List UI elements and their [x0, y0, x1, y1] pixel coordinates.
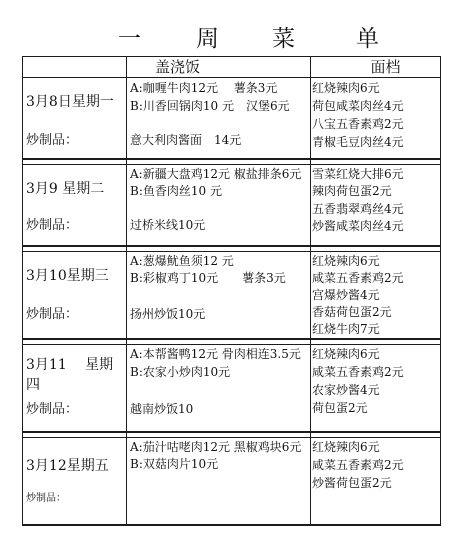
rice-cell — [127, 165, 311, 247]
rice-cell — [127, 78, 311, 160]
rice-item: B:双菇肉片10元 — [130, 457, 219, 471]
title-char: 周 — [196, 26, 219, 52]
noodle-item: 咸菜五香素鸡2元 — [312, 458, 404, 472]
rice-item: B:川香回锅肉10 元 汉堡6元 — [130, 99, 290, 113]
noodle-item: 宫爆炒酱4元 — [312, 288, 380, 302]
day-row-wednesday — [23, 252, 441, 340]
day-date: 3月9 星期二 — [26, 181, 105, 197]
noodle-item: 香菇荷包蛋2元 — [312, 305, 392, 319]
page-title — [0, 24, 473, 54]
rice-item: B:彩椒鸡丁10元 薯条3元 — [130, 271, 286, 285]
noodle-cell — [311, 438, 441, 526]
noodle-item: 农家炒酱4元 — [312, 383, 380, 397]
day-row-thursday — [23, 345, 441, 433]
day-date: 3月8日星期一 — [26, 94, 114, 110]
stir-fry-item: 过桥米线10元 — [130, 218, 206, 232]
noodle-cell — [311, 345, 441, 433]
stir-fry-item: 越南炒饭10 — [130, 402, 194, 416]
day-cell — [23, 78, 127, 160]
rice-item: A:本帮酱鸭12元 骨肉相连3.5元 — [130, 347, 301, 361]
stir-fry-label: 炒制品： — [26, 307, 79, 322]
noodle-cell — [311, 165, 441, 247]
stir-fry-label: 炒制品： — [26, 402, 79, 417]
rice-cell — [127, 345, 311, 433]
noodle-item: 咸菜五香素鸡2元 — [312, 365, 404, 379]
noodle-item: 雪菜红烧大排6元 — [312, 167, 404, 181]
day-date: 3月11 星期四 — [26, 357, 114, 393]
day-cell — [23, 438, 127, 526]
noodle-item: 咸菜五香素鸡2元 — [312, 271, 404, 285]
menu-table — [22, 56, 441, 526]
noodle-cell — [311, 78, 441, 160]
title-char: 一 — [118, 26, 141, 52]
stir-fry-label: 炒制品： — [26, 218, 79, 233]
rice-item: B:农家小炒肉10元 — [130, 365, 231, 379]
stir-fry-item: 意大利肉酱面 14元 — [130, 133, 242, 147]
day-cell — [23, 345, 127, 433]
noodle-item: 炒酱荷包蛋2元 — [312, 476, 392, 490]
rice-item: A:新疆大盘鸡12元 椒盐排条6元 — [130, 167, 302, 181]
noodle-item: 五香翡翠鸡丝4元 — [312, 202, 404, 216]
rice-item: B:鱼香肉丝10 元 — [130, 184, 222, 198]
day-row-monday — [23, 78, 441, 160]
title-char: 菜 — [272, 26, 295, 52]
rice-item: A:咖喱牛肉12元 薯条3元 — [130, 81, 278, 95]
noodle-item: 红烧辣肉6元 — [312, 81, 380, 95]
noodle-item: 炒酱咸菜肉丝4元 — [312, 219, 404, 233]
day-row-tuesday — [23, 165, 441, 247]
header-day — [23, 57, 127, 78]
noodle-cell — [311, 252, 441, 340]
day-date: 3月10星期三 — [26, 268, 109, 284]
rice-cell — [127, 438, 311, 526]
header-noodle: 面档 — [311, 57, 441, 78]
day-date: 3月12星期五 — [26, 458, 109, 474]
day-cell — [23, 252, 127, 340]
day-row-friday — [23, 438, 441, 526]
header-row — [23, 57, 441, 78]
rice-item: A:茄汁咕咾肉12元 黑椒鸡块6元 — [130, 440, 302, 454]
stir-fry-item: 扬州炒饭10元 — [130, 307, 206, 321]
rice-item: A:葱爆鱿鱼须12 元 — [130, 254, 234, 268]
noodle-item: 红烧牛肉7元 — [312, 322, 380, 336]
rice-cell — [127, 252, 311, 340]
noodle-item: 荷包咸菜肉丝4元 — [312, 99, 404, 113]
noodle-item: 红烧辣肉6元 — [312, 440, 380, 454]
title-char: 单 — [356, 26, 379, 52]
stir-fry-label: 炒制品： — [26, 133, 79, 148]
stir-fry-label: 炒制品： — [26, 493, 66, 504]
noodle-item: 青椒毛豆肉丝4元 — [312, 135, 404, 149]
noodle-item: 荷包蛋2元 — [312, 401, 368, 415]
header-rice: 盖浇饭 — [127, 57, 311, 78]
noodle-item: 红烧辣肉6元 — [312, 347, 380, 361]
noodle-item: 八宝五香素鸡2元 — [312, 117, 404, 131]
noodle-item: 红烧辣肉6元 — [312, 254, 380, 268]
day-cell — [23, 165, 127, 247]
noodle-item: 辣肉荷包蛋2元 — [312, 184, 392, 198]
